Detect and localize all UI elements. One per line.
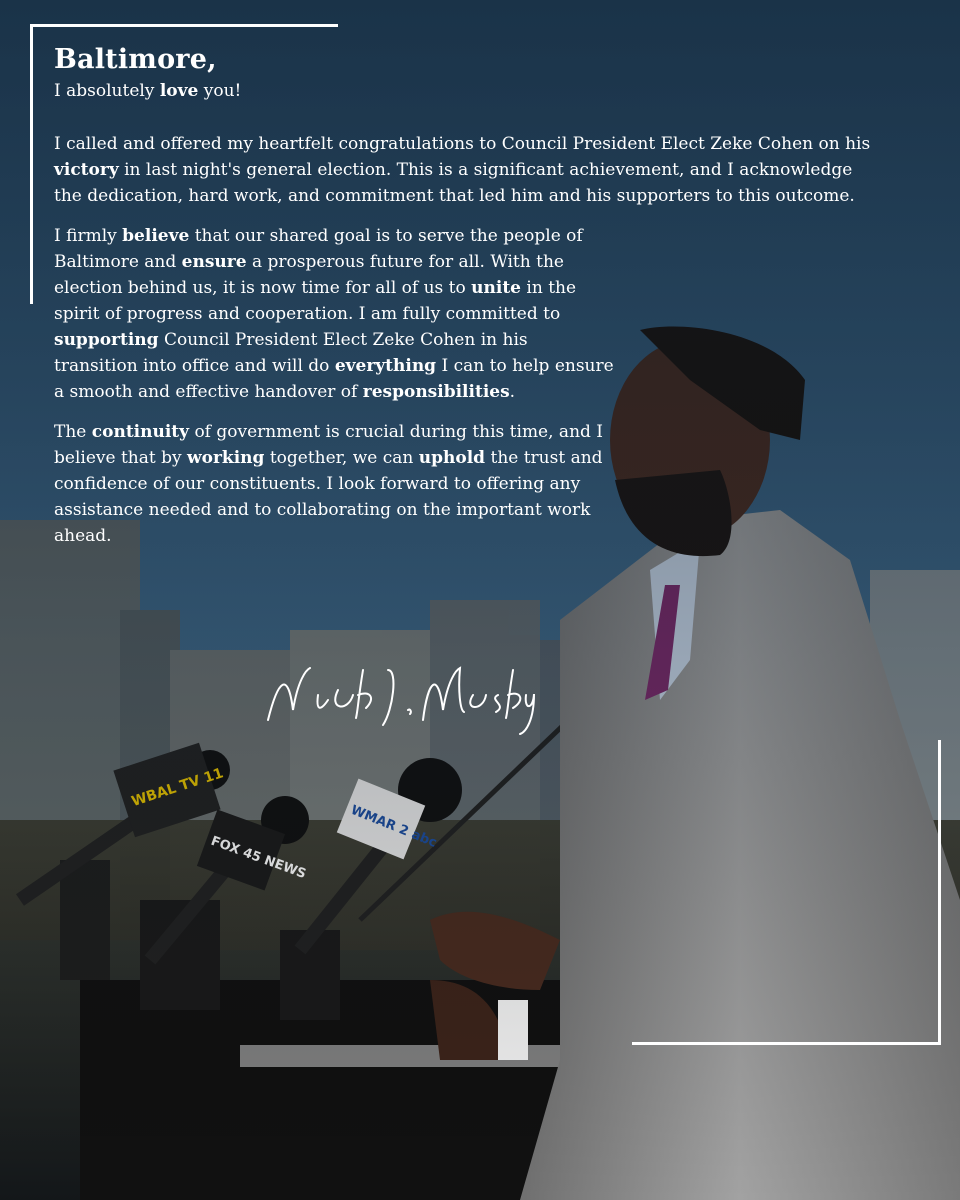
intro-line: I absolutely love you!: [54, 81, 242, 101]
paragraph-2: I firmly believe that our shared goal is to serve the people of Baltimore and ensure a prosperous future for all. With the election behind us, it is now time for all of us to unite in the spirit of progress and cooperation. I am fully committed to supporting Council President Elect Zeke Cohen in his transition into office and will do everything I can to help ensure a smooth and effective handover of responsibilities.: [54, 226, 614, 402]
salutation: Baltimore,: [54, 44, 217, 75]
signature: [258, 650, 538, 740]
letter: [54, 44, 904, 563]
decorative-frame-bottom-right: [632, 740, 941, 1045]
paragraph-3: The continuity of government is crucial during this time, and I believe that by working together, we can uphold the trust and confidence of our constituents. I look forward to offering any assistance needed and to collaborating on the important work ahead.: [54, 422, 604, 546]
paragraph-1: I called and offered my heartfelt congratulations to Council President Elect Zeke Cohen on his victory in last night's general election. This is a significant achievement, and I acknowledge the dedication, hard work, and commitment that led him and his supporters to this outcome.: [54, 134, 871, 206]
